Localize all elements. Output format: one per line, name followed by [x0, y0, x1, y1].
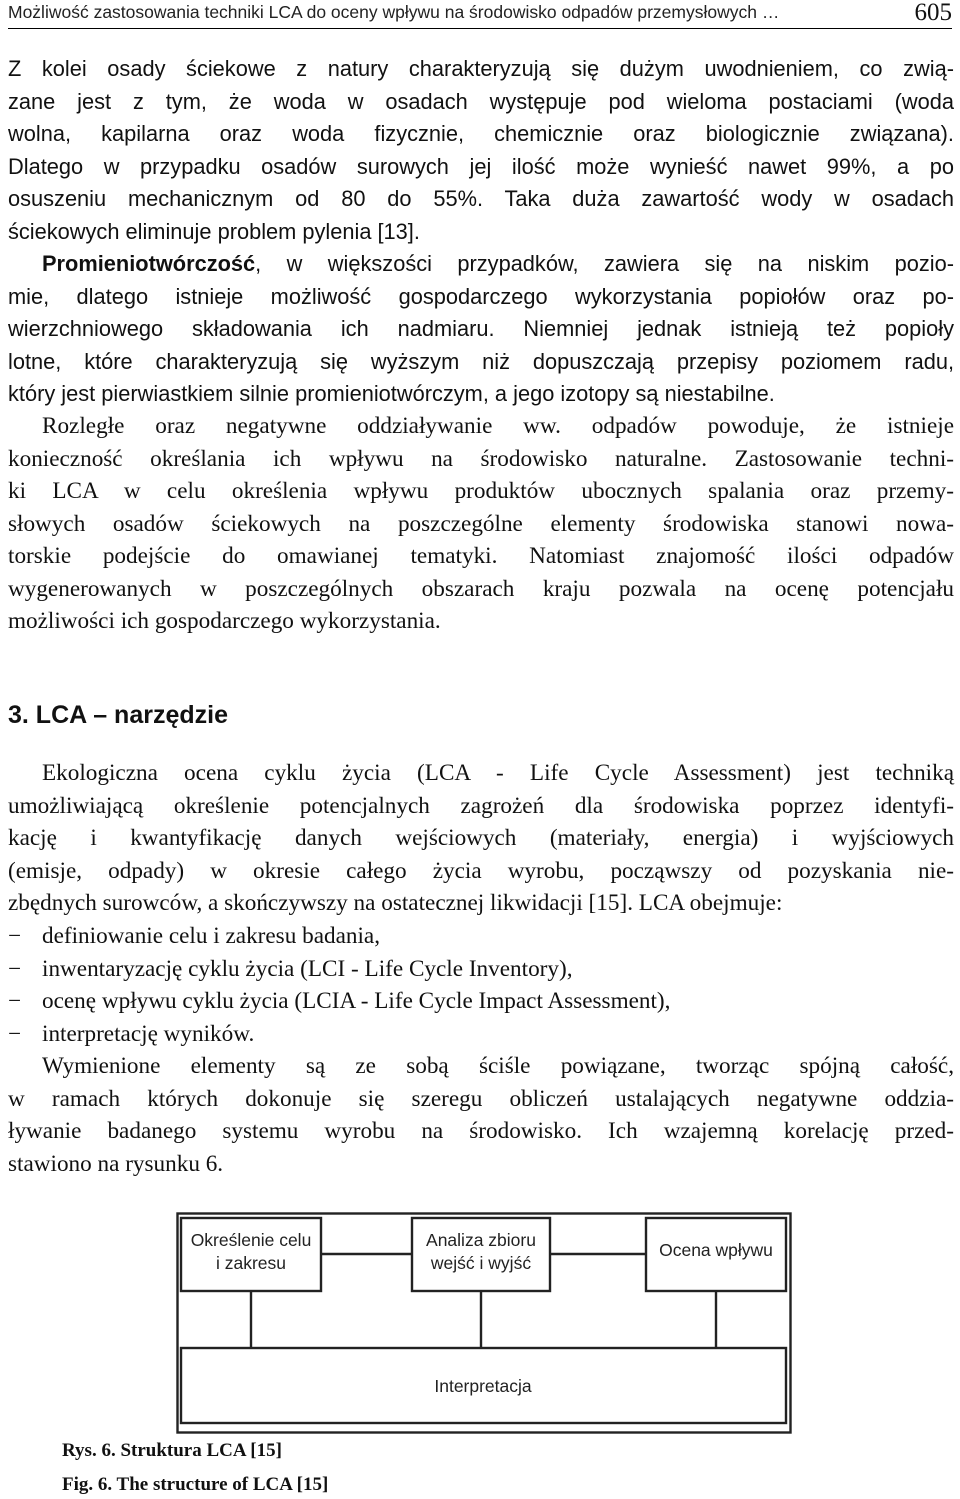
box-label: Ocena wpływu: [659, 1240, 773, 1260]
running-title: Możliwość zastosowania techniki LCA do oceny wpływu na środowisko odpadów przemysłowych …: [8, 2, 780, 22]
page-header: [8, 0, 952, 29]
lca-stages-list: [8, 920, 954, 1050]
text-line: umożliwiającą określenie potencjalnych zagrożeń dla środowiska poprzez identyfi-: [8, 792, 954, 819]
text-line: Ekologiczna ocena cyklu życia (LCA - Life Cycle Assessment) jest techniką: [42, 760, 954, 786]
page-number: 605: [914, 0, 952, 26]
figure-caption-pl: Rys. 6. Struktura LCA [15]: [62, 1440, 282, 1461]
paragraph-sludge-water: [8, 53, 954, 248]
text-line: wolna, kapilarna oraz woda fizycznie, chemicznie oraz biologicznie związana).: [8, 121, 954, 146]
box-label: Analiza zbioru: [426, 1230, 536, 1250]
text-line: wierzchniowego składowania ich nadmiaru. Niemniej jednak istnieją też popioły: [8, 316, 954, 341]
text-line: Z kolei osady ściekowe z natury charakteryzują się dużym uwodnieniem, co zwią-: [8, 56, 954, 81]
box-label: wejść i wyjść: [430, 1253, 532, 1273]
text-line: kację i kwantyfikację danych wejściowych (materiały, energia) i wyjściowych: [8, 825, 954, 851]
list-item-text: interpretację wyników.: [42, 1020, 255, 1047]
text-line: ściekowych eliminuje problem pylenia [13].: [8, 218, 420, 244]
text-line: konieczność określania ich wpływu na środowisko naturalne. Zastosowanie techni-: [8, 445, 954, 472]
text-line: wygenerowanych w poszczególnych obszarach kraju pozwala na ocenę potencjału: [8, 575, 954, 602]
text-line: który jest pierwiastkiem silnie promieniotwórczym, a jego izotopy są niestabilne.: [8, 381, 775, 406]
paragraph-lca-novelty: [8, 410, 954, 638]
dash-bullet: −: [8, 923, 22, 949]
text-line: [8, 248, 954, 281]
lca-structure-diagram: [176, 1212, 792, 1434]
text-line: torskie podejście do omawianej tematyki. Natomiast znajomość ilości odpadów: [8, 543, 954, 569]
list-item-text: inwentaryzację cyklu życia (LCI - Life Cycle Inventory),: [42, 955, 573, 982]
list-item: [8, 1018, 954, 1051]
list-item-text: ocenę wpływu cyklu życia (LCIA - Life Cycle Impact Assessment),: [42, 988, 671, 1014]
section-heading: 3. LCA – narzędzie: [8, 701, 228, 729]
text-line: Dlatego w przypadku osadów surowych jej ilość może wynieść nawet 99%, a po: [8, 153, 954, 179]
paragraph-correlation: [8, 1050, 954, 1180]
diagram-svg: [176, 1212, 792, 1434]
text-line: lotne, które charakteryzują się wyższym niż dopuszczają przepisy poziomem radu,: [8, 348, 954, 374]
text-line-rest: , w większości przypadków, zawiera się na niskim pozio-: [255, 251, 954, 276]
dash-bullet: −: [8, 988, 22, 1014]
text-line: (emisje, odpady) w okresie całego życia wyrobu, począwszy od pozyskania nie-: [8, 857, 954, 884]
list-item: [8, 920, 954, 953]
paragraph-lca-definition: [8, 757, 954, 920]
box-label: Interpretacja: [434, 1376, 532, 1396]
dash-bullet: −: [8, 955, 22, 982]
bold-term: Promieniotwórczość: [42, 251, 256, 276]
text-line: w ramach których dokonuje się szeregu obliczeń ustalających negatywne oddzia-: [8, 1085, 954, 1112]
list-item: [8, 953, 954, 986]
text-line: zbędnych surowców, a skończywszy na ostatecznej likwidacji [15]. LCA obejmuje:: [8, 890, 783, 916]
text-line: zane jest z tym, że woda w osadach występuje pod wieloma postaciami (woda: [8, 88, 954, 114]
dash-bullet: −: [8, 1020, 22, 1047]
box-label: i zakresu: [215, 1253, 287, 1273]
list-item: [8, 985, 954, 1018]
text-line: możliwości ich gospodarczego wykorzystania.: [8, 608, 441, 634]
text-line: stawiono na rysunku 6.: [8, 1150, 224, 1177]
figure-caption-en: Fig. 6. The structure of LCA [15]: [62, 1474, 329, 1495]
text-line: mie, dlatego istnieje możliwość gospodarczego wykorzystania popiołów oraz po-: [8, 283, 954, 309]
text-line: słowych osadów ściekowych na poszczególne elementy środowiska stanowi nowa-: [8, 510, 954, 537]
text-line: osuszeniu mechanicznym od 80 do 55%. Taka duża zawartość wody w osadach: [8, 186, 954, 211]
text-line: ływanie badanego systemu wyrobu na środowisko. Ich wzajemną korelację przed-: [8, 1118, 954, 1144]
box-label: Określenie celu: [190, 1230, 312, 1250]
paragraph-radioactivity: [8, 248, 954, 411]
list-item-text: definiowanie celu i zakresu badania,: [42, 923, 380, 949]
text-line: Wymienione elementy są ze sobą ściśle powiązane, tworząc spójną całość,: [42, 1053, 954, 1079]
text-line: Rozległe oraz negatywne oddziaływanie ww. odpadów powoduje, że istnieje: [42, 413, 954, 439]
text-line: ki LCA w celu określenia wpływu produktów ubocznych spalania oraz przemy-: [8, 478, 954, 504]
